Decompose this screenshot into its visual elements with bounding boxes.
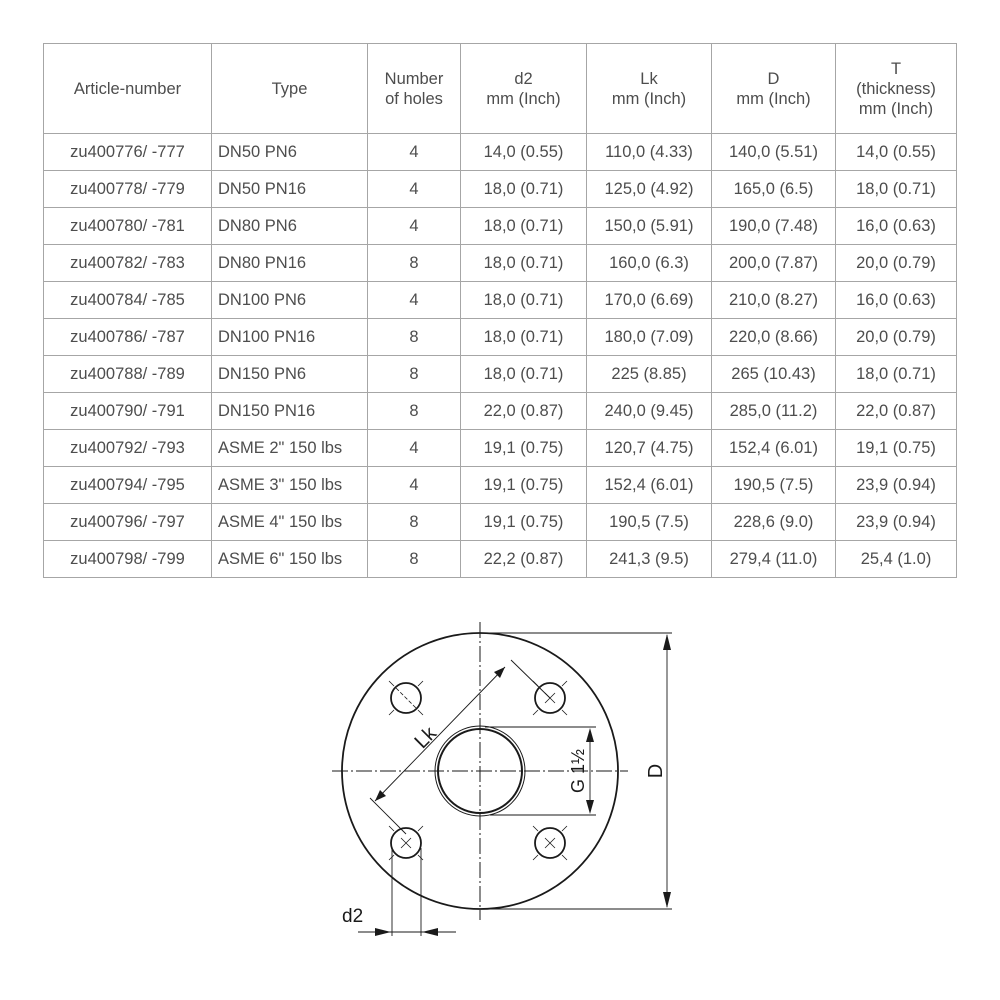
header-line: of holes <box>385 89 443 108</box>
cell-d2: 18,0 (0.71) <box>461 171 587 208</box>
cell-type: ASME 6" 150 lbs <box>212 541 368 578</box>
table-row <box>44 356 957 393</box>
cell-d2: 18,0 (0.71) <box>461 208 587 245</box>
lk-label: Lk <box>410 722 442 754</box>
table-row <box>44 504 957 541</box>
cell-number-of-holes: 4 <box>368 467 461 504</box>
cell-d: 210,0 (8.27) <box>712 282 836 319</box>
cell-d: 228,6 (9.0) <box>712 504 836 541</box>
cell-d2: 18,0 (0.71) <box>461 282 587 319</box>
table-body <box>44 134 957 578</box>
cell-article-number: zu400784/ -785 <box>44 282 212 319</box>
header-line: mm (Inch) <box>611 89 687 108</box>
cell-number-of-holes: 8 <box>368 245 461 282</box>
cell-type: ASME 3" 150 lbs <box>212 467 368 504</box>
table-row <box>44 208 957 245</box>
cell-type: DN80 PN6 <box>212 208 368 245</box>
cell-number-of-holes: 4 <box>368 282 461 319</box>
d-arrow-top <box>663 634 671 650</box>
column-header-lk <box>587 44 712 134</box>
cell-d: 152,4 (6.01) <box>712 430 836 467</box>
cell-number-of-holes: 8 <box>368 356 461 393</box>
table-row <box>44 319 957 356</box>
cell-article-number: zu400788/ -789 <box>44 356 212 393</box>
header-line: mm (Inch) <box>858 99 934 118</box>
column-header-d <box>712 44 836 134</box>
cell-lk: 120,7 (4.75) <box>587 430 712 467</box>
header-line: D <box>767 69 780 88</box>
cell-d2: 19,1 (0.75) <box>461 504 587 541</box>
cell-number-of-holes: 4 <box>368 134 461 171</box>
cell-number-of-holes: 4 <box>368 430 461 467</box>
cell-thickness: 16,0 (0.63) <box>836 208 957 245</box>
cell-thickness: 20,0 (0.79) <box>836 245 957 282</box>
cell-lk: 225 (8.85) <box>587 356 712 393</box>
cell-type: DN50 PN16 <box>212 171 368 208</box>
thread-arrow-bottom <box>586 800 594 814</box>
cell-lk: 160,0 (6.3) <box>587 245 712 282</box>
table-row <box>44 541 957 578</box>
cell-lk: 180,0 (7.09) <box>587 319 712 356</box>
cell-type: DN100 PN16 <box>212 319 368 356</box>
cell-thickness: 20,0 (0.79) <box>836 319 957 356</box>
cell-thickness: 18,0 (0.71) <box>836 171 957 208</box>
cell-type: DN50 PN6 <box>212 134 368 171</box>
cell-thickness: 23,9 (0.94) <box>836 467 957 504</box>
column-header-number-of-holes <box>368 44 461 134</box>
flange-diagram <box>0 600 1000 1000</box>
outer-diameter-label: D <box>645 763 667 779</box>
table-row <box>44 430 957 467</box>
cell-thickness: 22,0 (0.87) <box>836 393 957 430</box>
bolt-hole-bottom-right <box>533 826 567 860</box>
header-line: d2 <box>514 69 533 88</box>
cell-thickness: 14,0 (0.55) <box>836 134 957 171</box>
cell-d: 190,5 (7.5) <box>712 467 836 504</box>
cell-d: 279,4 (11.0) <box>712 541 836 578</box>
table-row <box>44 134 957 171</box>
cell-article-number: zu400792/ -793 <box>44 430 212 467</box>
cell-lk: 150,0 (5.91) <box>587 208 712 245</box>
cell-type: ASME 2" 150 lbs <box>212 430 368 467</box>
d2-arrow-right <box>422 928 438 936</box>
header-line: (thickness) <box>856 79 936 98</box>
cell-type: DN80 PN16 <box>212 245 368 282</box>
cell-type: DN100 PN6 <box>212 282 368 319</box>
cell-number-of-holes: 8 <box>368 541 461 578</box>
cell-thickness: 16,0 (0.63) <box>836 282 957 319</box>
cell-lk: 240,0 (9.45) <box>587 393 712 430</box>
hole-diameter-dimension <box>358 848 456 936</box>
cell-d2: 18,0 (0.71) <box>461 356 587 393</box>
cell-thickness: 25,4 (1.0) <box>836 541 957 578</box>
cell-article-number: zu400782/ -783 <box>44 245 212 282</box>
thread-label: G 1½ <box>568 748 588 794</box>
bolt-hole-bottom-left <box>389 826 423 860</box>
cell-d2: 14,0 (0.55) <box>461 134 587 171</box>
cell-d: 220,0 (8.66) <box>712 319 836 356</box>
cell-number-of-holes: 8 <box>368 393 461 430</box>
cell-article-number: zu400776/ -777 <box>44 134 212 171</box>
table-row <box>44 393 957 430</box>
cell-d2: 18,0 (0.71) <box>461 245 587 282</box>
header-line: Lk <box>640 69 658 88</box>
cell-number-of-holes: 8 <box>368 504 461 541</box>
cell-type: DN150 PN6 <box>212 356 368 393</box>
table-row <box>44 282 957 319</box>
header-line: Article-number <box>73 79 182 98</box>
cell-article-number: zu400780/ -781 <box>44 208 212 245</box>
cell-d2: 22,2 (0.87) <box>461 541 587 578</box>
table-header-row <box>44 44 957 134</box>
header-line: mm (Inch) <box>486 89 561 108</box>
column-header-d2 <box>461 44 587 134</box>
cell-type: ASME 4" 150 lbs <box>212 504 368 541</box>
hole-diameter-label: d2 <box>342 906 364 927</box>
cell-article-number: zu400798/ -799 <box>44 541 212 578</box>
cell-thickness: 23,9 (0.94) <box>836 504 957 541</box>
table-row <box>44 171 957 208</box>
cell-article-number: zu400790/ -791 <box>44 393 212 430</box>
header-line: Number <box>384 69 444 88</box>
cell-article-number: zu400796/ -797 <box>44 504 212 541</box>
cell-thickness: 19,1 (0.75) <box>836 430 957 467</box>
header-line: mm (Inch) <box>736 89 811 108</box>
cell-number-of-holes: 4 <box>368 208 461 245</box>
flange-spec-table <box>43 43 957 578</box>
cell-type: DN150 PN16 <box>212 393 368 430</box>
cell-d2: 19,1 (0.75) <box>461 467 587 504</box>
cell-thickness: 18,0 (0.71) <box>836 356 957 393</box>
cell-d: 165,0 (6.5) <box>712 171 836 208</box>
cell-article-number: zu400794/ -795 <box>44 467 212 504</box>
cell-d2: 19,1 (0.75) <box>461 430 587 467</box>
bolt-hole-top-left <box>389 681 423 715</box>
cell-d2: 22,0 (0.87) <box>461 393 587 430</box>
column-header-thickness <box>836 44 957 134</box>
cell-lk: 152,4 (6.01) <box>587 467 712 504</box>
cell-article-number: zu400778/ -779 <box>44 171 212 208</box>
table-row <box>44 245 957 282</box>
cell-d: 190,0 (7.48) <box>712 208 836 245</box>
cell-lk: 241,3 (9.5) <box>587 541 712 578</box>
table-row <box>44 467 957 504</box>
cell-lk: 110,0 (4.33) <box>587 134 712 171</box>
thread-arrow-top <box>586 728 594 742</box>
cell-d: 285,0 (11.2) <box>712 393 836 430</box>
cell-article-number: zu400786/ -787 <box>44 319 212 356</box>
column-header-type <box>212 44 368 134</box>
d-arrow-bottom <box>663 892 671 908</box>
cell-d2: 18,0 (0.71) <box>461 319 587 356</box>
cell-d: 140,0 (5.51) <box>712 134 836 171</box>
cell-number-of-holes: 4 <box>368 171 461 208</box>
d2-arrow-left <box>375 928 391 936</box>
cell-lk: 125,0 (4.92) <box>587 171 712 208</box>
column-header-article-number <box>44 44 212 134</box>
header-line: T <box>890 59 902 78</box>
header-line: Type <box>271 79 308 98</box>
cell-lk: 190,5 (7.5) <box>587 504 712 541</box>
cell-number-of-holes: 8 <box>368 319 461 356</box>
cell-lk: 170,0 (6.69) <box>587 282 712 319</box>
cell-d: 200,0 (7.87) <box>712 245 836 282</box>
cell-d: 265 (10.43) <box>712 356 836 393</box>
